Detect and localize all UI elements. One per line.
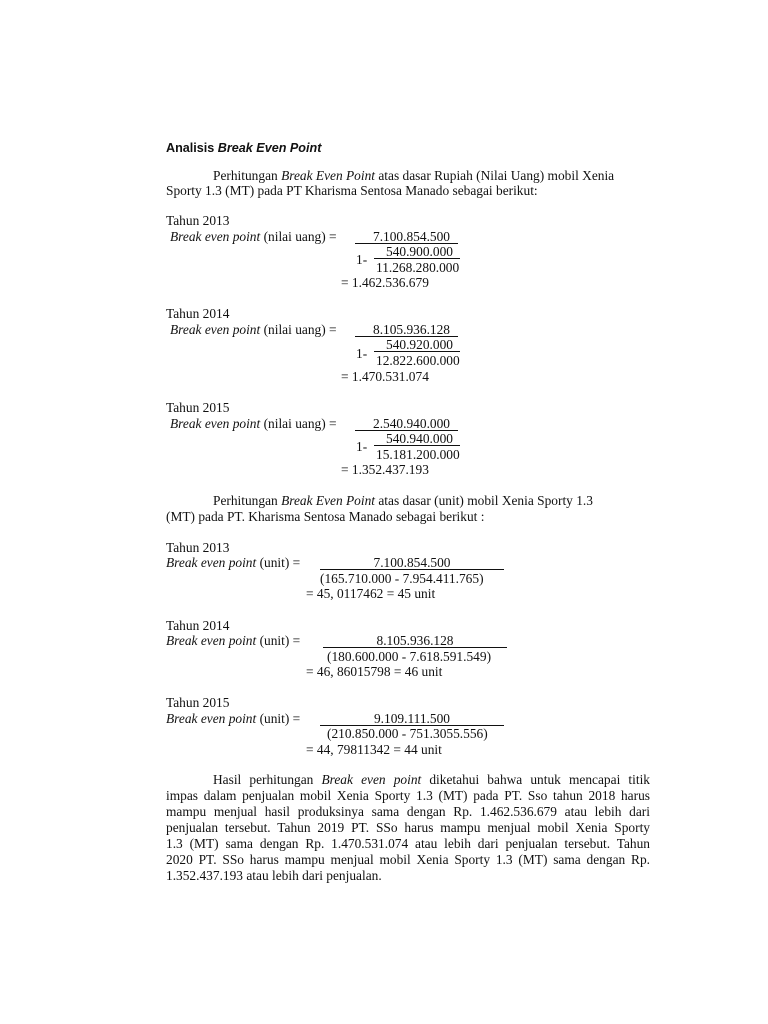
conclusion-line: 2020 PT. SSo harus mampu menjual mobil Xenia Sporty 1.3 (MT) sama dengan Rp.: [166, 852, 650, 867]
fraction-bar: [323, 647, 507, 648]
conclusion-line: penjualan tersebut. Tahun 2019 PT. SSo harus mampu menjual mobil Xenia Sporty: [166, 820, 650, 835]
rupiah-numerator-2015: 2.540.940.000: [373, 416, 450, 431]
rupiah-year-2015: Tahun 2015: [166, 400, 230, 415]
fraction-bar: [374, 351, 460, 352]
section-heading: [166, 140, 321, 156]
fraction-bar: [374, 258, 460, 259]
intro-unit-line2: (MT) pada PT. Kharisma Sentosa Manado sebagai berikut :: [166, 509, 485, 524]
unit-numerator-2015: 9.109.111.500: [373, 711, 450, 726]
unit-numerator-2013: 7.100.854.500: [373, 555, 451, 570]
rupiah-result-2013: = 1.462.536.679: [341, 275, 429, 290]
rupiah-result-2015: = 1.352.437.193: [341, 462, 429, 477]
rupiah-inner-den-2013: 11.268.280.000: [376, 260, 460, 275]
conclusion-line: 1.352.437.193 atau lebih dari penjualan.: [166, 868, 382, 883]
unit-result-2015: = 44, 79811342 = 44 unit: [306, 742, 442, 757]
unit-denominator-2015: (210.850.000 - 751.3055.556): [327, 726, 488, 741]
unit-numerator-2014: 8.105.936.128: [376, 633, 454, 648]
rupiah-inner-den-2014: 12.822.600.000: [376, 353, 460, 368]
unit-label-2013: Break even point (unit) =: [166, 555, 301, 570]
rupiah-year-2013: Tahun 2013: [166, 213, 230, 228]
rupiah-year-2014: Tahun 2014: [166, 306, 230, 321]
rupiah-result-2014: = 1.470.531.074: [341, 369, 429, 384]
unit-label-2015: Break even point (unit) =: [166, 711, 301, 726]
rupiah-inner-num-2014: 540.920.000: [386, 337, 453, 352]
intro-rupiah-line2: Sporty 1.3 (MT) pada PT Kharisma Sentosa Manado sebagai berikut:: [166, 183, 538, 198]
rupiah-inner-num-2015: 540.940.000: [386, 431, 453, 446]
rupiah-one-minus-2014: 1-: [356, 346, 368, 361]
conclusion-line: 1.3 (MT) sama dengan Rp. 1.470.531.074 atau lebih dari penjualan tersebut. Tahun: [166, 836, 650, 851]
rupiah-one-minus-2013: 1-: [356, 252, 368, 267]
rupiah-label-2013: Break even point (nilai uang) =: [170, 229, 337, 244]
conclusion-line: impas dalam penjualan mobil Xenia Sporty 1.3 (MT) pada PT. Sso tahun 2018 harus: [166, 788, 650, 803]
conclusion-line: mampu menjual hasil produksinya sama dengan Rp. 1.462.536.679 atau lebih dari: [166, 804, 650, 819]
rupiah-inner-num-2013: 540.900.000: [386, 244, 453, 259]
unit-year-2013: Tahun 2013: [166, 540, 230, 555]
unit-result-2013: = 45, 0117462 = 45 unit: [306, 586, 436, 601]
heading-prefix: Analisis: [166, 141, 218, 155]
unit-year-2014: Tahun 2014: [166, 618, 230, 633]
conclusion-line: Hasil perhitungan Break even point diketahui bahwa untuk mencapai titik: [213, 772, 650, 787]
unit-denominator-2013: (165.710.000 - 7.954.411.765): [320, 571, 484, 586]
rupiah-label-2014: Break even point (nilai uang) =: [170, 322, 337, 337]
unit-label-2014: Break even point (unit) =: [166, 633, 301, 648]
rupiah-numerator-2013: 7.100.854.500: [373, 229, 450, 244]
rupiah-inner-den-2015: 15.181.200.000: [376, 447, 460, 462]
rupiah-label-2015: Break even point (nilai uang) =: [170, 416, 337, 431]
rupiah-one-minus-2015: 1-: [356, 439, 368, 454]
conclusion-paragraph: [166, 772, 650, 884]
rupiah-numerator-2014: 8.105.936.128: [373, 322, 450, 337]
unit-year-2015: Tahun 2015: [166, 695, 230, 710]
fraction-bar: [374, 445, 460, 446]
unit-result-2014: = 46, 86015798 = 46 unit: [306, 664, 443, 679]
fraction-bar: [320, 569, 504, 570]
heading-italic: Break Even Point: [217, 141, 322, 155]
intro-rupiah-line1: Perhitungan Break Even Point atas dasar Rupiah (Nilai Uang) mobil Xenia: [213, 168, 615, 183]
unit-denominator-2014: (180.600.000 - 7.618.591.549): [327, 649, 492, 664]
intro-unit-line1: Perhitungan Break Even Point atas dasar (unit) mobil Xenia Sporty 1.3: [213, 493, 593, 508]
